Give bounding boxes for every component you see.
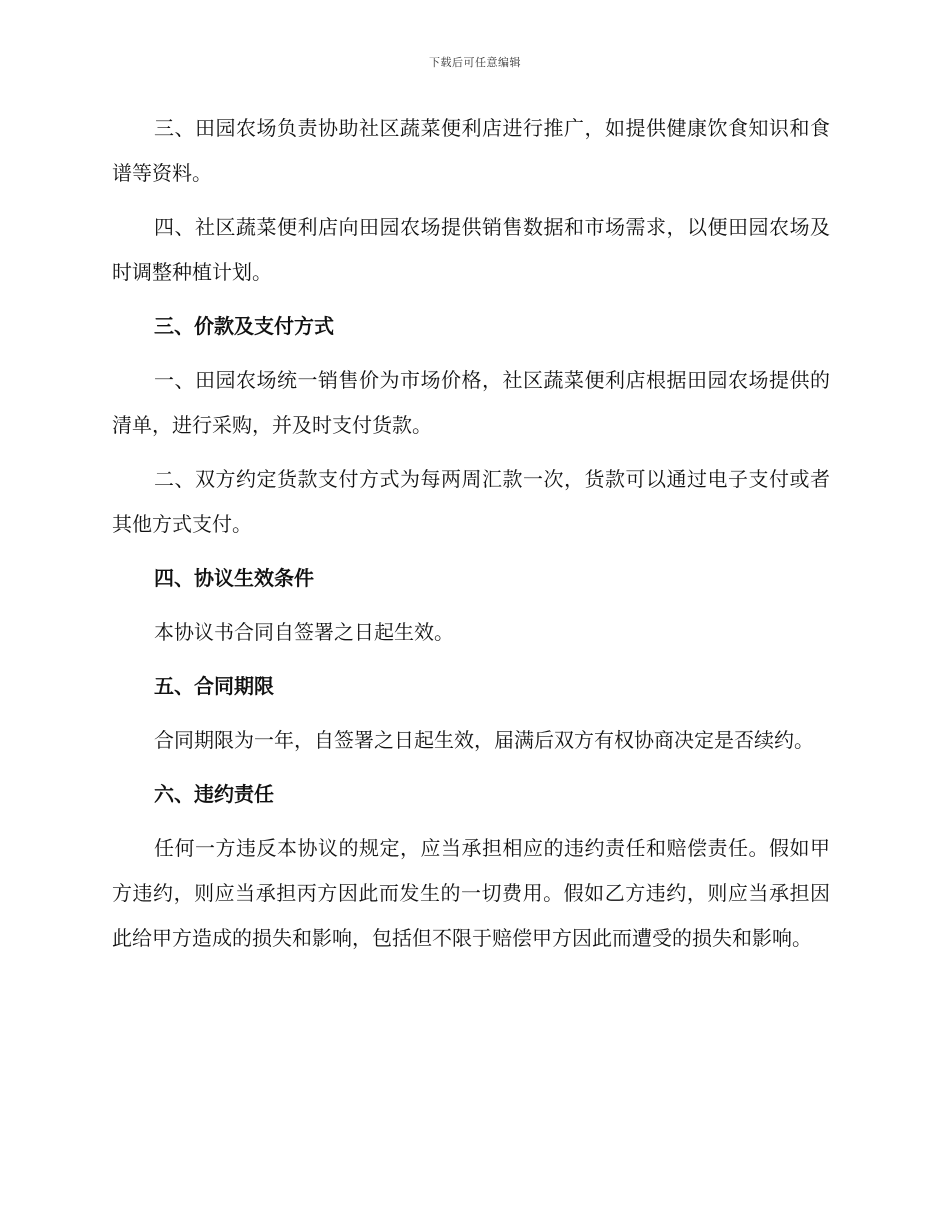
clause-sales-data: 四、社区蔬菜便利店向田园农场提供销售数据和市场需求，以便田园农场及时调整种植计划。 [112,215,830,284]
clause-effective-date: 本协议书合同自签署之日起生效。 [154,620,454,644]
section-heading-payment: 三、价款及支付方式 [154,314,334,338]
clause-term: 合同期限为一年，自签署之日起生效，届满后双方有权协商决定是否续约。 [154,728,814,752]
clause-payment-method: 二、双方约定货款支付方式为每两周汇款一次，货款可以通过电子支付或者其他方式支付。 [112,467,830,536]
clause-promotion: 三、田园农场负责协助社区蔬菜便利店进行推广，如提供健康饮食知识和食谱等资料。 [112,116,830,185]
section-heading-effective: 四、协议生效条件 [154,566,314,590]
section-heading-liability: 六、违约责任 [154,782,274,806]
document-body [112,106,830,970]
page-header-note: 下载后可任意编辑 [429,56,521,69]
section-heading-term: 五、合同期限 [154,674,274,698]
clause-liability: 任何一方违反本协议的规定，应当承担相应的违约责任和赔偿责任。假如甲方违约，则应当承担丙方因此而发生的一切费用。假如乙方违约，则应当承担因此给甲方造成的损失和影响，包括但不限于赔偿甲方因此而遭受的损失和影响。 [112,836,830,950]
clause-pricing: 一、田园农场统一销售价为市场价格，社区蔬菜便利店根据田园农场提供的清单，进行采购，并及时支付货款。 [112,368,830,437]
